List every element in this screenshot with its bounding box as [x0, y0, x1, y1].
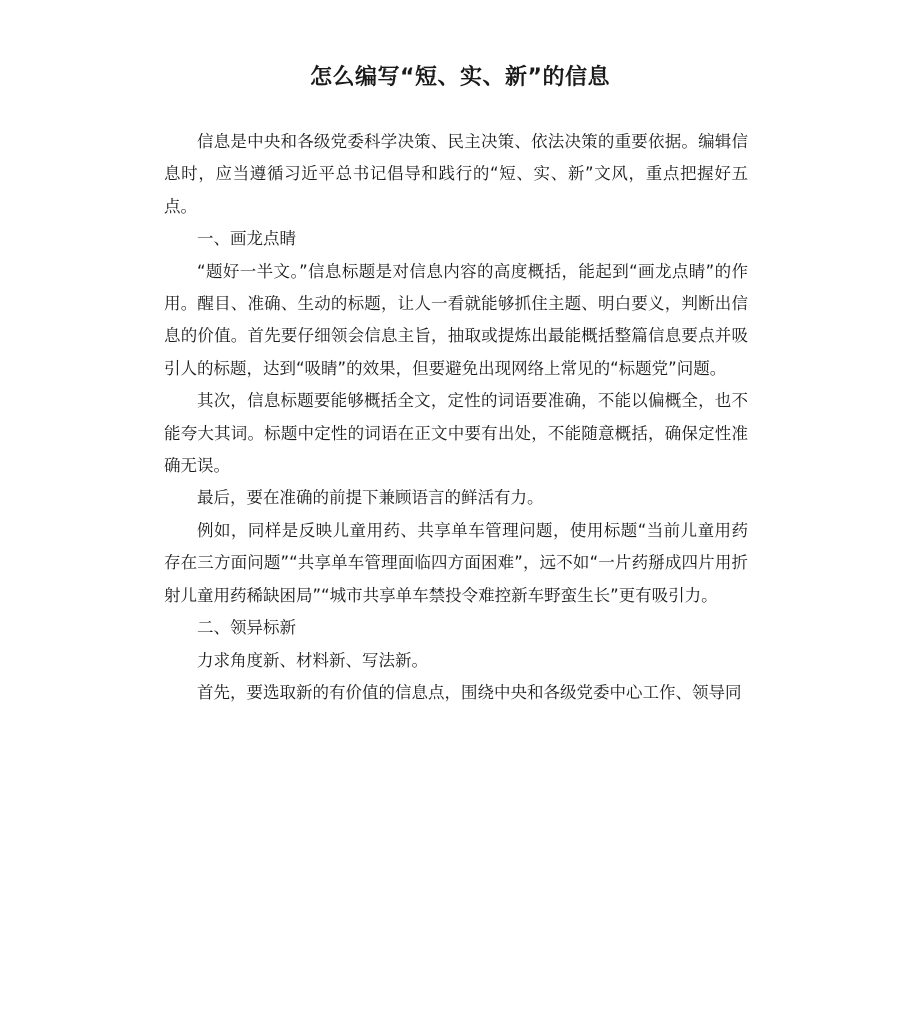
- body-paragraph: 其次，信息标题要能够概括全文，定性的词语要准确，不能以偏概全，也不能夸大其词。标题中定性的词语在正文中要有出处，不能随意概括，确保定性准确无误。: [164, 391, 748, 476]
- body-paragraph: 力求角度新、材料新、写法新。: [197, 650, 428, 670]
- section-heading-1: 一、画龙点睛: [197, 229, 296, 249]
- section-heading-2: 二、领异标新: [197, 618, 296, 638]
- body-paragraph: 首先，要选取新的有价值的信息点，围绕中央和各级党委中心工作、领导同: [197, 682, 742, 702]
- document-body: [164, 126, 748, 709]
- intro-paragraph: 信息是中央和各级党委科学决策、民主决策、依法决策的重要依据。编辑信息时，应当遵循习近平总书记倡导和践行的“短、实、新”文风，重点把握好五点。: [164, 132, 748, 216]
- body-paragraph: 最后，要在准确的前提下兼顾语言的鲜活有力。: [197, 488, 544, 508]
- document-title: 怎么编写“短、实、新”的信息: [310, 65, 610, 90]
- body-paragraph: “题好一半文。”信息标题是对信息内容的高度概括，能起到“画龙点睛”的作用。醒目、准确、生动的标题，让人一看就能够抓住主题、明白要义，判断出信息的价值。首先要仔细领会信息主旨，抽取或提炼出最能概括整篇信息要点并吸引人的标题，达到“吸睛”的效果，但要避免出现网络上常见的“标题党”问题。: [164, 261, 748, 378]
- body-paragraph: 例如，同样是反映儿童用药、共享单车管理问题，使用标题“当前儿童用药存在三方面问题”“共享单车管理面临四方面困难”，远不如“一片药掰成四片用折射儿童用药稀缺困局”“城市共享单车禁投令难控新车野蛮生长”更有吸引力。: [164, 520, 748, 605]
